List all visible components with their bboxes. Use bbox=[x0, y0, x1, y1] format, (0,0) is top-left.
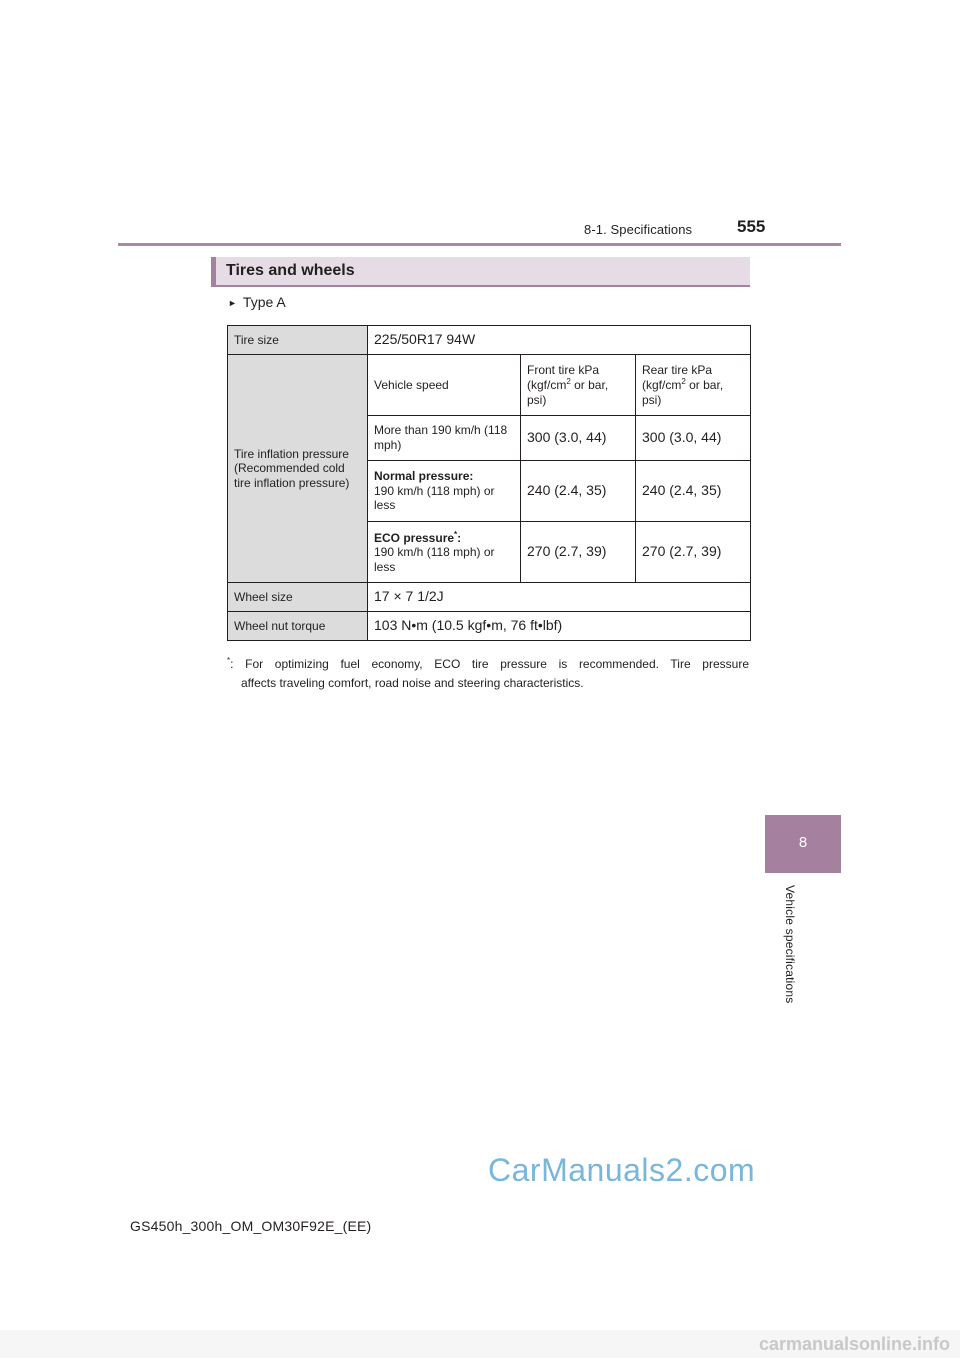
superscript-2: 2 bbox=[681, 377, 686, 387]
bottom-url[interactable]: carmanualsonline.info bbox=[758, 1334, 950, 1354]
type-heading bbox=[228, 294, 286, 310]
header-section-title: 8-1. Specifications bbox=[584, 222, 693, 237]
document-code: GS450h_300h_OM_OM30F92E_(EE) bbox=[130, 1218, 372, 1234]
chapter-number: 8 bbox=[798, 834, 808, 851]
table-row bbox=[228, 612, 751, 641]
front-pressure-cell: 270 (2.7, 39) bbox=[521, 522, 636, 583]
table-row bbox=[228, 355, 751, 416]
speed-cell: More than 190 km/h (118 mph) bbox=[368, 416, 521, 461]
chapter-tab[interactable] bbox=[765, 815, 841, 873]
footnote bbox=[227, 651, 749, 693]
section-title-bar bbox=[211, 257, 750, 287]
wheel-size-label: Wheel size bbox=[228, 583, 368, 612]
page-number: 555 bbox=[737, 217, 766, 236]
wheel-nut-torque-value: 103 N•m (10.5 kgf•m, 76 ft•lbf) bbox=[368, 612, 751, 641]
eco-colon: : bbox=[457, 530, 462, 545]
front-pressure-cell: 300 (3.0, 44) bbox=[521, 416, 636, 461]
wheel-nut-torque-label: Wheel nut torque bbox=[228, 612, 368, 641]
rear-pressure-cell: 270 (2.7, 39) bbox=[636, 522, 751, 583]
section-title: Tires and wheels bbox=[226, 262, 355, 279]
tire-size-label: Tire size bbox=[228, 326, 368, 355]
rear-tire-header-unit: or bar, psi) bbox=[642, 378, 724, 407]
speed-text: 190 km/h (118 mph) or less bbox=[374, 483, 495, 513]
triangle-bullet-icon: ► bbox=[228, 298, 237, 308]
tire-spec-table bbox=[227, 325, 751, 641]
wheel-size-value: 17 × 7 1/2J bbox=[368, 583, 751, 612]
footnote-mark: * bbox=[454, 529, 458, 539]
header-rule bbox=[118, 243, 841, 246]
vehicle-speed-header: Vehicle speed bbox=[368, 355, 521, 416]
rear-pressure-cell: 240 (2.4, 35) bbox=[636, 461, 751, 522]
speed-cell bbox=[368, 461, 521, 522]
front-tire-header-unit: or bar, psi) bbox=[527, 378, 609, 407]
front-pressure-cell: 240 (2.4, 35) bbox=[521, 461, 636, 522]
chapter-label: Vehicle specifications bbox=[783, 885, 797, 1004]
table-row bbox=[228, 326, 751, 355]
footnote-line-1 bbox=[227, 651, 749, 674]
eco-pressure-title: ECO pressure bbox=[374, 530, 455, 545]
watermark-logo: CarManuals2.com bbox=[488, 1152, 756, 1188]
rear-pressure-cell: 300 (3.0, 44) bbox=[636, 416, 751, 461]
speed-text: 190 km/h (118 mph) or less bbox=[374, 545, 495, 574]
tire-inflation-label: Tire inflation pressure (Recommended cold tire inflation pressure) bbox=[228, 355, 368, 583]
footnote-mark: * bbox=[227, 656, 231, 665]
footnote-text-1: : For optimizing fuel economy, ECO tire pressure is recommended. Tire pressure bbox=[230, 657, 749, 671]
normal-pressure-title: Normal pressure: bbox=[374, 469, 474, 484]
front-tire-header-text: Front tire kPa (kgf/cm bbox=[527, 362, 600, 393]
type-label: Type A bbox=[242, 294, 286, 310]
rear-tire-header-text: Rear tire kPa (kgf/cm bbox=[642, 362, 713, 393]
superscript-2: 2 bbox=[566, 377, 571, 387]
table-row bbox=[228, 583, 751, 612]
footnote-line-2: affects traveling comfort, road noise and steering characteristics. bbox=[241, 676, 584, 690]
tire-size-value: 225/50R17 94W bbox=[368, 326, 751, 355]
rear-tire-header bbox=[636, 355, 751, 416]
speed-cell bbox=[368, 522, 521, 583]
front-tire-header bbox=[521, 355, 636, 416]
